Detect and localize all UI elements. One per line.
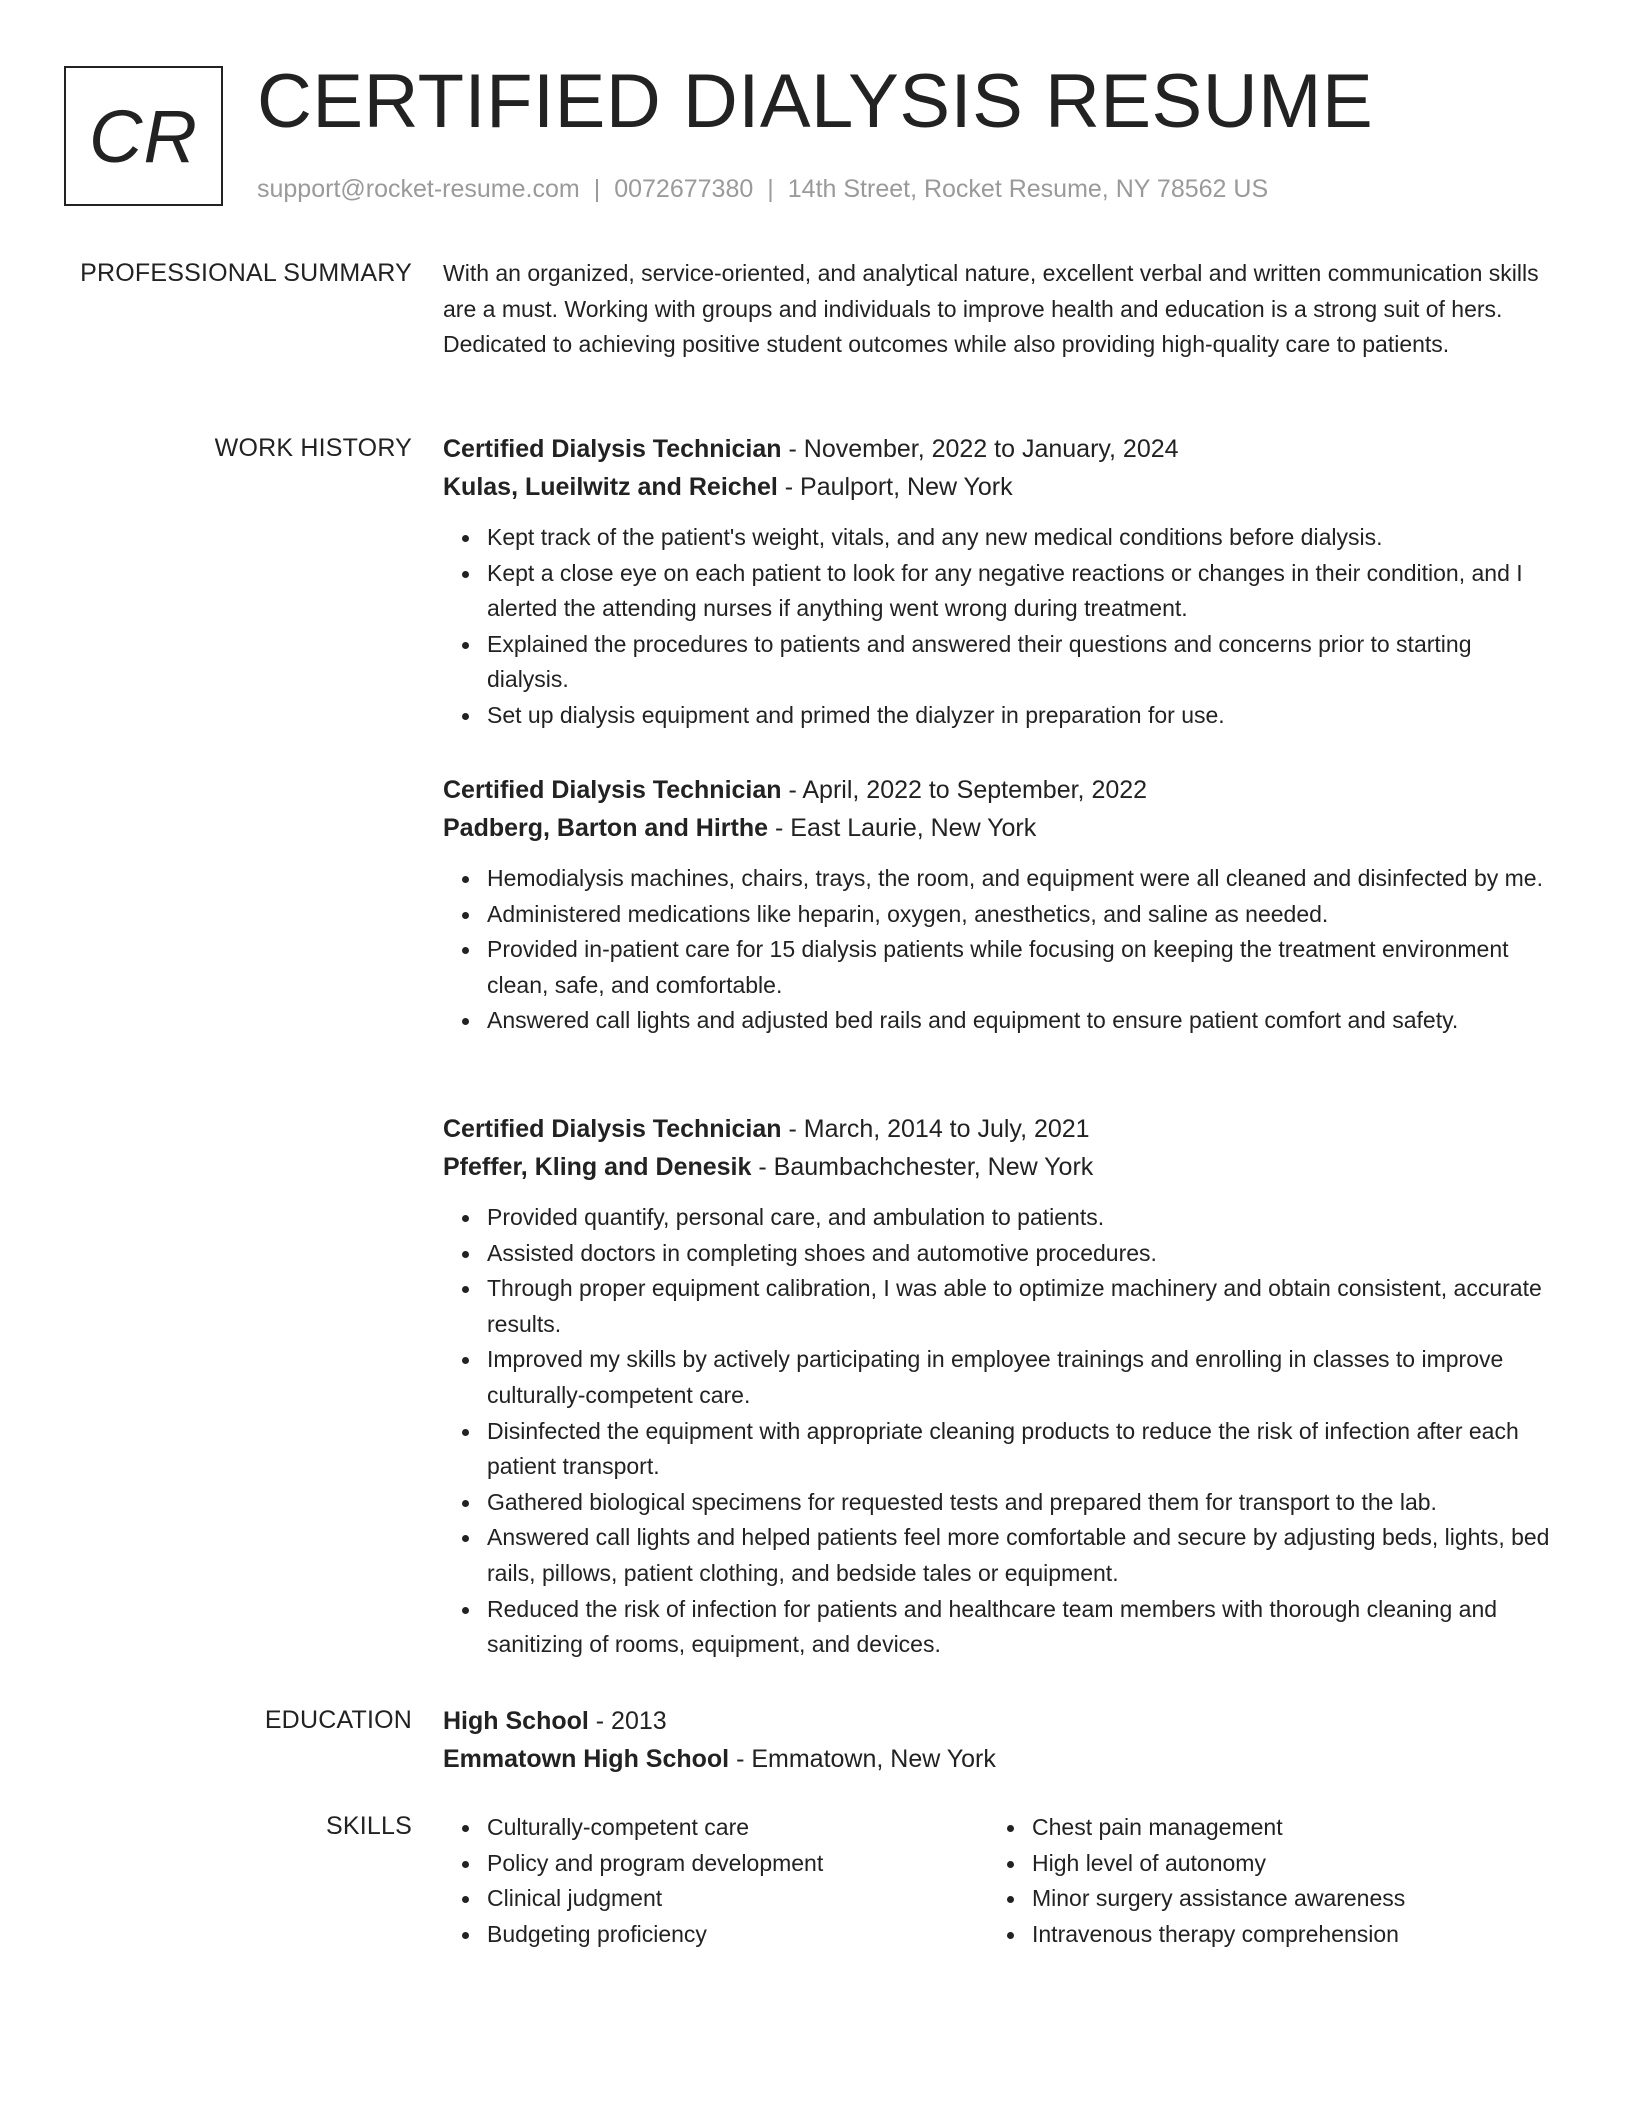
list-item: Assisted doctors in completing shoes and automotive procedures. bbox=[487, 1236, 1553, 1272]
job-entry bbox=[443, 1110, 1553, 1663]
list-item: Provided quantify, personal care, and ambulation to patients. bbox=[487, 1200, 1553, 1236]
list-item: Kept a close eye on each patient to look for any negative reactions or changes in their condition, and I alerted the attending nurses if anything went wrong during treatment. bbox=[487, 556, 1553, 627]
education-location: - Emmatown, New York bbox=[729, 1745, 996, 1773]
skills-column-left bbox=[443, 1810, 988, 1952]
list-item: Disinfected the equipment with appropriate cleaning products to reduce the risk of infection after each patient transport. bbox=[487, 1414, 1553, 1485]
job-company-line bbox=[443, 1148, 1553, 1186]
job-dates: - March, 2014 to July, 2021 bbox=[781, 1115, 1090, 1143]
list-item: Set up dialysis equipment and primed the dialyzer in preparation for use. bbox=[487, 698, 1553, 734]
monogram-text: CR bbox=[89, 94, 198, 178]
education-degree-line bbox=[443, 1702, 1553, 1740]
work-history-heading: WORK HISTORY bbox=[214, 434, 412, 462]
skills-section bbox=[443, 1810, 1553, 1952]
education-entry bbox=[443, 1702, 1553, 1778]
job-title: Certified Dialysis Technician bbox=[443, 776, 782, 804]
job-company: Padberg, Barton and Hirthe bbox=[443, 814, 769, 842]
list-item: Provided in-patient care for 15 dialysis patients while focusing on keeping the treatment environment clean, safe, and comfortable. bbox=[487, 932, 1553, 1003]
skills-list bbox=[988, 1810, 1405, 1952]
education-school: Emmatown High School bbox=[443, 1745, 730, 1773]
job-title-line bbox=[443, 1110, 1553, 1148]
list-item: Minor surgery assistance awareness bbox=[1032, 1881, 1405, 1917]
job-title-line bbox=[443, 771, 1553, 809]
list-item: Hemodialysis machines, chairs, trays, the room, and equipment were all cleaned and disinfected by me. bbox=[487, 861, 1553, 897]
list-item: Budgeting proficiency bbox=[487, 1917, 988, 1953]
contact-email: support@rocket-resume.com bbox=[257, 175, 580, 203]
resume-title: CERTIFIED DIALYSIS RESUME bbox=[257, 59, 1374, 144]
skills-column-right bbox=[988, 1810, 1405, 1952]
list-item: Through proper equipment calibration, I was able to optimize machinery and obtain consistent, accurate results. bbox=[487, 1271, 1553, 1342]
job-entry bbox=[443, 430, 1553, 734]
list-item: Gathered biological specimens for requested tests and prepared them for transport to the lab. bbox=[487, 1485, 1553, 1521]
list-item: Reduced the risk of infection for patients and healthcare team members with thorough cleaning and sanitizing of rooms, equipment, and devices. bbox=[487, 1592, 1553, 1663]
job-title: Certified Dialysis Technician bbox=[443, 1115, 782, 1143]
job-duties-list bbox=[443, 1200, 1553, 1663]
list-item: Administered medications like heparin, oxygen, anesthetics, and saline as needed. bbox=[487, 897, 1553, 933]
list-item: Answered call lights and adjusted bed rails and equipment to ensure patient comfort and safety. bbox=[487, 1003, 1553, 1039]
list-item: Clinical judgment bbox=[487, 1881, 988, 1917]
summary-section bbox=[443, 256, 1553, 363]
list-item: Kept track of the patient's weight, vitals, and any new medical conditions before dialysis. bbox=[487, 520, 1553, 556]
contact-separator: | bbox=[593, 175, 601, 203]
list-item: Improved my skills by actively participating in employee trainings and enrolling in classes to improve culturally-competent care. bbox=[487, 1342, 1553, 1413]
education-degree: High School bbox=[443, 1707, 589, 1735]
job-dates: - April, 2022 to September, 2022 bbox=[781, 776, 1148, 804]
list-item: Culturally-competent care bbox=[487, 1810, 988, 1846]
list-item: Chest pain management bbox=[1032, 1810, 1405, 1846]
job-location: - East Laurie, New York bbox=[768, 814, 1037, 842]
job-duties-list bbox=[443, 861, 1553, 1039]
list-item: Intravenous therapy comprehension bbox=[1032, 1917, 1405, 1953]
contact-separator: | bbox=[767, 175, 774, 203]
job-location: - Paulport, New York bbox=[777, 473, 1013, 501]
summary-heading: PROFESSIONAL SUMMARY bbox=[80, 259, 412, 287]
education-heading: EDUCATION bbox=[264, 1706, 412, 1734]
contact-phone: 0072677380 bbox=[614, 175, 754, 203]
job-title: Certified Dialysis Technician bbox=[443, 435, 782, 463]
list-item: High level of autonomy bbox=[1032, 1846, 1405, 1882]
list-item: Explained the procedures to patients and answered their questions and concerns prior to starting dialysis. bbox=[487, 627, 1553, 698]
skills-heading: SKILLS bbox=[326, 1812, 412, 1840]
job-location: - Baumbachchester, New York bbox=[751, 1153, 1094, 1181]
education-school-line bbox=[443, 1740, 1553, 1778]
contact-address: 14th Street, Rocket Resume, NY 78562 US bbox=[787, 175, 1269, 203]
summary-text: With an organized, service-oriented, and analytical nature, excellent verbal and written communication skills are a must. Working with groups and individuals to improve health and education is a strong suit of hers. Dedicated to achieving positive student outcomes while also providing high-quality care to patients. bbox=[443, 260, 1539, 358]
education-year: - 2013 bbox=[588, 1707, 667, 1735]
job-company-line bbox=[443, 809, 1553, 847]
job-company-line bbox=[443, 468, 1553, 506]
job-company: Pfeffer, Kling and Denesik bbox=[443, 1153, 752, 1181]
list-item: Answered call lights and helped patients feel more comfortable and secure by adjusting beds, lights, bed rails, pillows, patient clothing, and bedside tales or equipment. bbox=[487, 1520, 1553, 1591]
job-title-line bbox=[443, 430, 1553, 468]
job-entry bbox=[443, 771, 1553, 1039]
list-item: Policy and program development bbox=[487, 1846, 988, 1882]
job-dates: - November, 2022 to January, 2024 bbox=[781, 435, 1179, 463]
skills-list bbox=[443, 1810, 988, 1952]
monogram-logo bbox=[64, 66, 223, 206]
job-company: Kulas, Lueilwitz and Reichel bbox=[443, 473, 778, 501]
contact-line bbox=[257, 172, 1268, 206]
job-duties-list bbox=[443, 520, 1553, 734]
